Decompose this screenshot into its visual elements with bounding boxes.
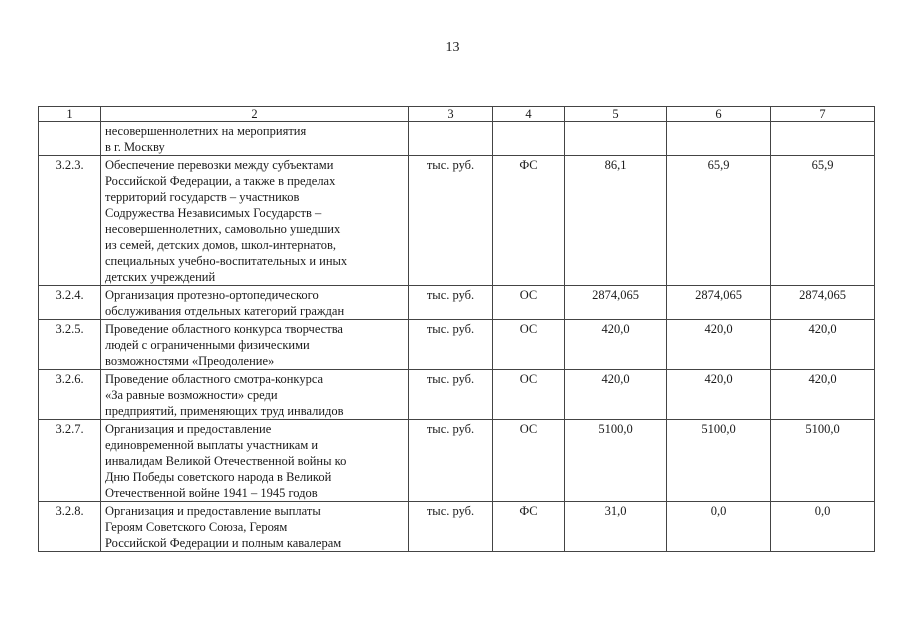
- value-col7: [771, 122, 875, 156]
- value-col6: 5100,0: [667, 420, 771, 502]
- value-col6: 420,0: [667, 370, 771, 420]
- value-col6: 0,0: [667, 502, 771, 552]
- value-col6: 65,9: [667, 156, 771, 286]
- item-number: 3.2.8.: [39, 502, 101, 552]
- column-number: 6: [667, 107, 771, 122]
- description-line: обслуживания отдельных категорий граждан: [105, 304, 345, 318]
- column-number-row: [39, 107, 875, 122]
- funding-source-cell: ФС: [493, 502, 565, 552]
- unit-cell: [409, 122, 493, 156]
- value-col5: 2874,065: [565, 286, 667, 320]
- description-line: предприятий, применяющих труд инвалидов: [105, 404, 344, 418]
- funding-source-cell: ОС: [493, 286, 565, 320]
- funding-source-cell: [493, 122, 565, 156]
- table-row: [39, 156, 875, 286]
- value-col7: 5100,0: [771, 420, 875, 502]
- description-line: из семей, детских домов, школ-интернатов,: [105, 238, 336, 252]
- unit-cell: тыс. руб.: [409, 370, 493, 420]
- table-row: [39, 502, 875, 552]
- value-col5: 86,1: [565, 156, 667, 286]
- column-number: 1: [39, 107, 101, 122]
- description-line: Содружества Независимых Государств –: [105, 206, 322, 220]
- value-col7: 65,9: [771, 156, 875, 286]
- value-col5: 31,0: [565, 502, 667, 552]
- description-line: Героям Советского Союза, Героям: [105, 520, 288, 534]
- item-number: 3.2.5.: [39, 320, 101, 370]
- value-col6: 420,0: [667, 320, 771, 370]
- measures-table: [38, 106, 875, 552]
- funding-source-cell: ФС: [493, 156, 565, 286]
- value-col6: [667, 122, 771, 156]
- item-number: 3.2.4.: [39, 286, 101, 320]
- item-description: [101, 502, 409, 552]
- description-line: Организация и предоставление выплаты: [105, 504, 321, 518]
- value-col5: 5100,0: [565, 420, 667, 502]
- value-col6: 2874,065: [667, 286, 771, 320]
- column-number: 7: [771, 107, 875, 122]
- description-line: «За равные возможности» среди: [105, 388, 278, 402]
- value-col5: [565, 122, 667, 156]
- value-col7: 420,0: [771, 370, 875, 420]
- table-row: [39, 122, 875, 156]
- description-line: Отечественной войне 1941 – 1945 годов: [105, 486, 318, 500]
- value-col5: 420,0: [565, 370, 667, 420]
- description-line: специальных учебно-воспитательных и иных: [105, 254, 348, 268]
- item-description: [101, 156, 409, 286]
- table-row: [39, 370, 875, 420]
- unit-cell: тыс. руб.: [409, 156, 493, 286]
- description-line: несовершеннолетних на мероприятия: [105, 124, 307, 138]
- column-number: 3: [409, 107, 493, 122]
- funding-source-cell: ОС: [493, 420, 565, 502]
- description-line: в г. Москву: [105, 140, 165, 154]
- value-col7: 420,0: [771, 320, 875, 370]
- funding-source-cell: ОС: [493, 370, 565, 420]
- description-line: Проведение областного смотра-конкурса: [105, 372, 324, 386]
- description-line: возможностями «Преодоление»: [105, 354, 275, 368]
- description-line: Обеспечение перевозки между субъектами: [105, 158, 334, 172]
- item-number: 3.2.3.: [39, 156, 101, 286]
- table-row: [39, 286, 875, 320]
- unit-cell: тыс. руб.: [409, 320, 493, 370]
- item-number: 3.2.7.: [39, 420, 101, 502]
- column-number: 5: [565, 107, 667, 122]
- item-number: [39, 122, 101, 156]
- description-line: инвалидам Великой Отечественной войны ко: [105, 454, 347, 468]
- table-row: [39, 320, 875, 370]
- value-col7: 0,0: [771, 502, 875, 552]
- description-line: Проведение областного конкурса творчества: [105, 322, 343, 336]
- page-number: 13: [445, 40, 460, 55]
- funding-source-cell: ОС: [493, 320, 565, 370]
- description-line: Российской Федерации и полным кавалерам: [105, 536, 342, 550]
- description-line: Организация протезно-ортопедического: [105, 288, 319, 302]
- table-row: [39, 420, 875, 502]
- description-line: единовременной выплаты участникам и: [105, 438, 319, 452]
- description-line: Организация и предоставление: [105, 422, 272, 436]
- item-description: [101, 370, 409, 420]
- description-line: детских учреждений: [105, 270, 216, 284]
- description-line: несовершеннолетних, самовольно ушедших: [105, 222, 341, 236]
- item-description: [101, 122, 409, 156]
- description-line: Дню Победы советского народа в Великой: [105, 470, 332, 484]
- item-description: [101, 286, 409, 320]
- unit-cell: тыс. руб.: [409, 286, 493, 320]
- column-number: 4: [493, 107, 565, 122]
- description-line: Российской Федерации, а также в пределах: [105, 174, 336, 188]
- item-number: 3.2.6.: [39, 370, 101, 420]
- item-description: [101, 420, 409, 502]
- column-number: 2: [101, 107, 409, 122]
- value-col5: 420,0: [565, 320, 667, 370]
- value-col7: 2874,065: [771, 286, 875, 320]
- description-line: территорий государств – участников: [105, 190, 300, 204]
- unit-cell: тыс. руб.: [409, 420, 493, 502]
- description-line: людей с ограниченными физическими: [105, 338, 310, 352]
- unit-cell: тыс. руб.: [409, 502, 493, 552]
- item-description: [101, 320, 409, 370]
